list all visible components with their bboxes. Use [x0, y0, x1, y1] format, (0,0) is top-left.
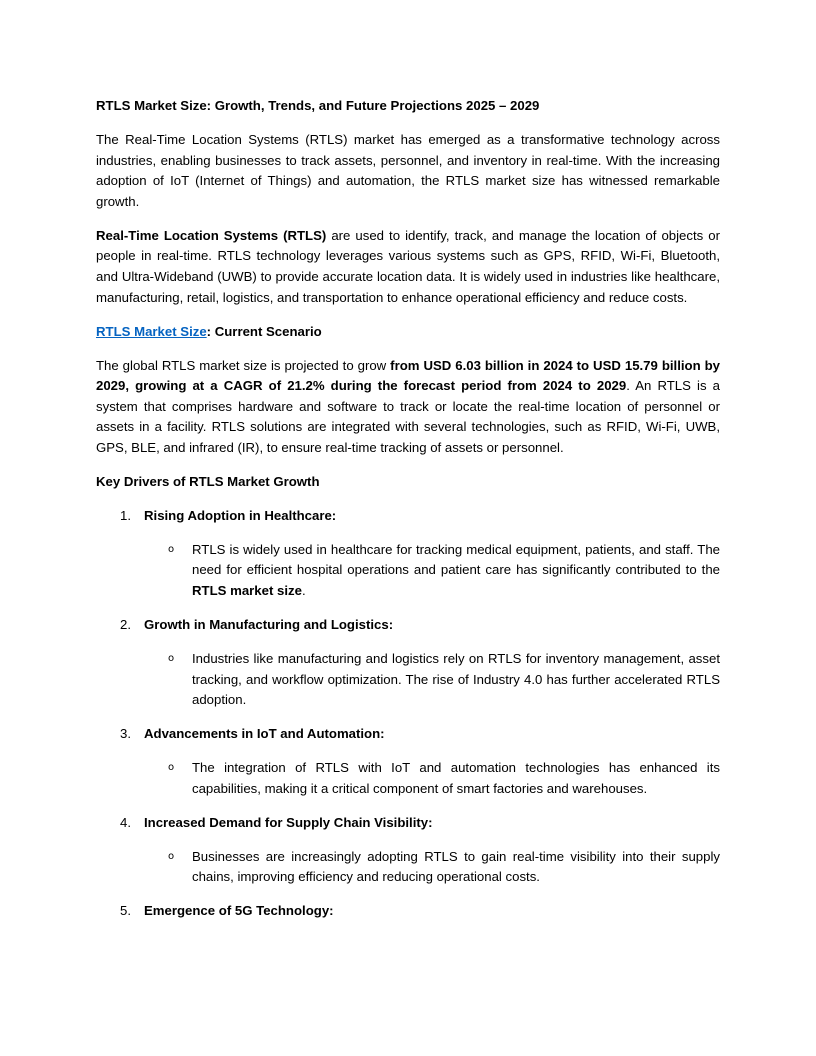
current-scenario-heading — [96, 322, 720, 343]
driver-item-title — [96, 506, 720, 527]
circle-bullet-icon: o — [168, 850, 175, 862]
scenario-text-end: . An RTLS is a system that comprises hardware and software to track or locate the real-time location of personnel or assets in a facility. RTLS solutions are integrated with several technologies, such as RFID, Wi-Fi, UWB, GPS, BLE, and infrared (IR), to ensure real-time tracking of assets or personnel. — [96, 378, 720, 455]
driver-item-number: 3. — [120, 726, 131, 742]
scenario-text-highlight: from USD 6.03 billion in 2024 to USD 15.79 billion by 2029, growing at a CAGR of 21.2% during the forecast period from 2024 to 2029 — [96, 357, 720, 394]
driver-item-label: Increased Demand for Supply Chain Visibility: — [144, 814, 433, 830]
driver-item-number: 5. — [120, 903, 131, 919]
rtls-market-size-link[interactable]: RTLS Market Size — [96, 323, 207, 339]
driver-detail-text: The integration of RTLS with IoT and automation technologies has enhanced its capabilities, making it a critical component of smart factories and warehouses. — [192, 760, 720, 796]
driver-item-detail — [96, 847, 720, 888]
driver-item-number: 4. — [120, 814, 131, 830]
current-scenario-heading-rest: : Current Scenario — [206, 323, 322, 339]
driver-item-number: 2. — [120, 617, 131, 632]
document-title: RTLS Market Size: Growth, Trends, and Future Projections 2025 – 2029 — [96, 98, 540, 113]
driver-item-title — [96, 724, 720, 745]
driver-item-label: Growth in Manufacturing and Logistics: — [144, 617, 394, 632]
driver-item-detail — [96, 540, 720, 602]
document-page — [96, 96, 720, 935]
driver-detail-bold: RTLS market size — [192, 583, 302, 599]
drivers-heading: Key Drivers of RTLS Market Growth — [96, 473, 320, 489]
circle-bullet-icon: o — [168, 762, 175, 774]
driver-detail-end: . — [301, 583, 306, 599]
scenario-text-start: The global RTLS market size is projected to grow — [96, 357, 391, 373]
circle-bullet-icon: o — [168, 543, 175, 555]
current-scenario-paragraph — [96, 356, 720, 459]
definition-paragraph — [96, 226, 720, 308]
driver-item-label: Advancements in IoT and Automation: — [144, 726, 385, 742]
driver-item-detail — [96, 649, 720, 711]
driver-item-title — [96, 901, 720, 922]
driver-item-label: Emergence of 5G Technology: — [144, 903, 334, 919]
definition-term: Real-Time Location Systems (RTLS) — [96, 227, 327, 243]
circle-bullet-icon: o — [168, 652, 175, 664]
driver-item-detail — [96, 758, 720, 799]
intro-paragraph: The Real-Time Location Systems (RTLS) market has emerged as a transformative technology across industries, enabling businesses to track assets, personnel, and inventory in real-time. With the increasing adoption of IoT (Internet of Things) and automation, the RTLS market size has witnessed remarkable growth. — [96, 131, 720, 209]
driver-item-title — [96, 615, 720, 636]
driver-detail-text: RTLS is widely used in healthcare for tracking medical equipment, patients, and staff. The need for efficient hospital operations and patient care has significantly contributed to the — [192, 541, 720, 578]
driver-item-title — [96, 813, 720, 834]
definition-text: are used to identify, track, and manage the location of objects or people in real-time. RTLS technology leverages various systems such as GPS, RFID, Wi-Fi, Bluetooth, and Ultra-Wideband (UWB) to provide accurate location data. It is widely used in industries like healthcare, manufacturing, retail, logistics, and transportation to enhance operational efficiency and reduce costs. — [96, 227, 720, 305]
driver-item-number: 1. — [120, 507, 131, 523]
driver-detail-text: Businesses are increasingly adopting RTLS to gain real-time visibility into their supply chains, improving efficiency and reducing operational costs. — [192, 848, 720, 885]
driver-detail-text: Industries like manufacturing and logistics rely on RTLS for inventory management, asset tracking, and workflow optimization. The rise of Industry 4.0 has further accelerated RTLS adoption. — [192, 650, 720, 708]
driver-item-label: Rising Adoption in Healthcare: — [144, 507, 337, 523]
